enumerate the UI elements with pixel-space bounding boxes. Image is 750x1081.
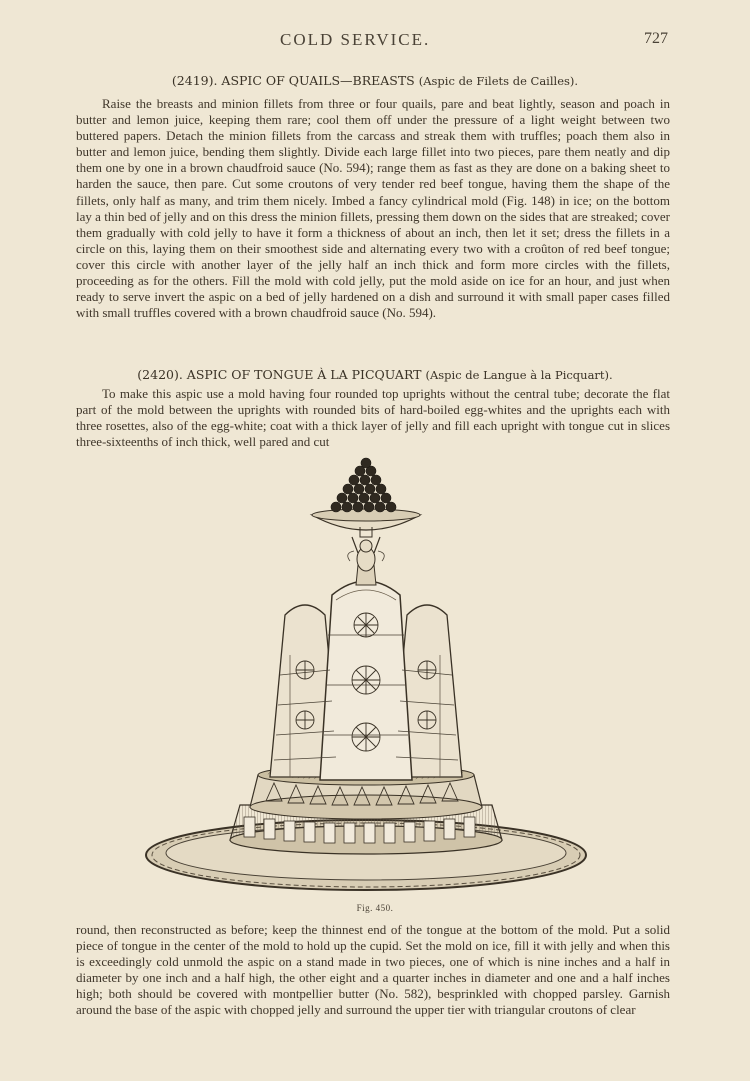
recipe-title-2420-text: (2420). ASPIC OF TONGUE À LA PICQUART (137, 367, 422, 382)
recipe-title-2419-french: (Aspic de Filets de Cailles). (418, 74, 579, 88)
figure-aspic-illustration (140, 455, 600, 900)
recipe-body-2420: To make this aspic use a mold having four rounded top uprights without the central tube; decorate the flat part of the mold between the uprights with rounded bits of hard-boiled egg-whites and the uprights each with three rosettes, also of the egg-white; coat with a thick layer of jelly and fill each upright with tongue cut in slices three-sixteenths of inch thick, well pared and cut (76, 386, 670, 450)
page-number: 727 (644, 30, 668, 47)
recipe-body-2420-continued: round, then reconstructed as before; keep the thinnest end of the tongue at the bottom of the mold. Put a solid piece of tongue in the center of the mold to hold up the cupid. Set the mold on ice, fill it with jelly and when this is exceedingly cold unmold the aspic on a stand made in two pieces, one of which is nine inches and a half in diameter by one inch and a half high, the other eight and a quarter inches in diameter and one and a half inches high; both should be covered with montpellier butter (No. 582), besprinkled with chopped parsley. Garnish around the base of the aspic with chopped jelly and surround the upper tier with triangular croutons of clear (76, 922, 670, 1018)
recipe-title-2420-french: (Aspic de Langue à la Picquart). (425, 368, 613, 382)
recipe-title-2419 (0, 73, 750, 88)
recipe-title-2419-text: (2419). ASPIC OF QUAILS—BREASTS (171, 73, 415, 88)
aspic-mold-body (270, 581, 462, 780)
cupid-figure (348, 537, 385, 585)
figure-caption: Fig. 450. (356, 903, 394, 913)
recipe-body-2419: Raise the breasts and minion fillets from three or four quails, pare and beat lightly, season and poach in butter and lemon juice, keeping them rare; cool them off under the pressure of a light weight between two buttered papers. Detach the minion fillets from the carcass and streak them with truffles; poach them also in butter and lemon juice, bending them slightly. Divide each large fillet into two pieces, pare them neatly and dip them one by one in a brown chaudfroid sauce (No. 594); range them as fast as they are done on a baking sheet to harden the sauce, then pare. Cut some croutons of very tender red beef tongue, having them the shape of the fillets, only half as many, and trim them nicely. Imbed a fancy cylindrical mold (Fig. 148) in ice; on the bottom lay a thin bed of jelly and on this dress the minion fillets, pressing them down on the sides that are streaked; cover them gradually with cold jelly to have it form a thickness of about an inch, then let it set; dress the fillets in a circle on this, laying them on their smoothest side and alternating every two with a croûton of red beef tongue; cover this circle with another layer of the jelly half an inch thick and form more circles with the fillets, proceeding as for the others. Fill the mold with cold jelly, put the mold aside on ice for an hour, and just when ready to serve invert the aspic on a bed of jelly hardened on a dish and surround it with small paper cases filled with small truffles covered with a brown chaudfroid sauce (No. 594). (76, 96, 670, 321)
top-dish-with-truffles (312, 458, 420, 537)
recipe-title-2420 (0, 367, 750, 382)
running-head (0, 28, 750, 52)
aspic-engraving (140, 455, 600, 900)
running-title: COLD SERVICE. (280, 30, 431, 49)
